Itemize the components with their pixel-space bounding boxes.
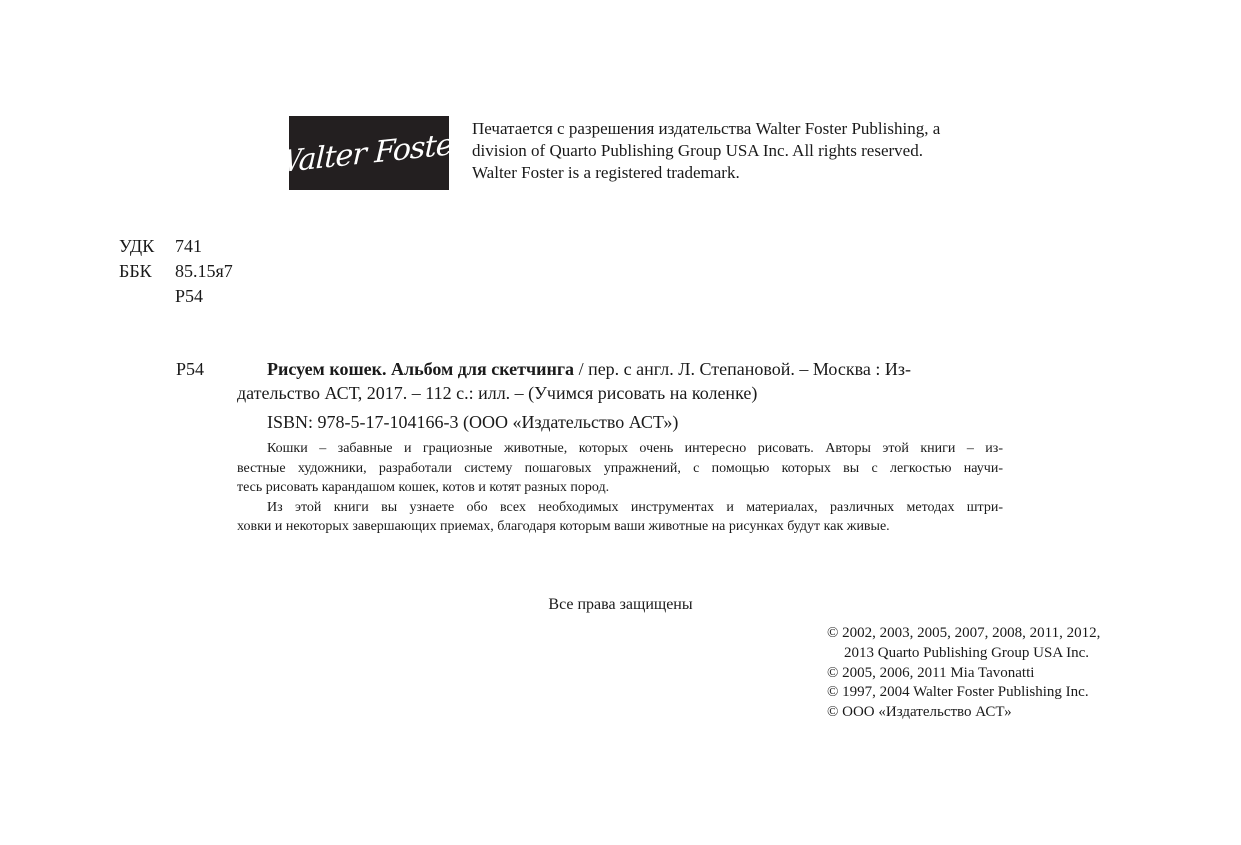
annotation-line: Кошки – забавные и грациозные животные, которых очень интересно рисовать. Авторы этой книги – из- (267, 441, 1003, 456)
copyright-line: © ООО «Издательство АСТ» (827, 704, 1012, 721)
annotation-line: Из этой книги вы узнаете обо всех необходимых инструментах и материалах, различных методах штри- (267, 499, 1003, 515)
copyright-list (827, 624, 1100, 723)
udk-value: 741 (175, 236, 202, 256)
annotation (237, 439, 1003, 537)
entry-line1-rest: / пер. с англ. Л. Степановой. – Москва : Из- (574, 359, 911, 379)
author-mark: Р54 (175, 286, 204, 306)
udk-label: УДК (119, 236, 155, 256)
entry-line-1 (267, 357, 911, 381)
all-rights-reserved: Все права защищены (548, 596, 693, 613)
permission-notice (472, 118, 1012, 184)
book-title: Рисуем кошек. Альбом для скетчинга (267, 359, 575, 379)
entry-line-2: дательство АСТ, 2017. – 112 с.: илл. – (Учимся рисовать на коленке) (237, 383, 758, 403)
permission-line: division of Quarto Publishing Group USA Inc. All rights reserved. (472, 141, 923, 160)
annotation-line: тесь рисовать карандашом кошек, котов и котят разных пород. (237, 480, 610, 495)
copyright-line: 2013 Quarto Publishing Group USA Inc. (844, 644, 1089, 661)
copyright-line: © 1997, 2004 Walter Foster Publishing Inc. (827, 684, 1089, 701)
copyright-line: © 2005, 2006, 2011 Mia Tavonatti (827, 664, 1035, 681)
entry-code: Р54 (176, 359, 205, 379)
logo-text: Walter Foster (270, 125, 468, 181)
permission-line: Печатается с разрешения издательства Walter Foster Publishing, a (472, 119, 941, 138)
annotation-line: ховки и некоторых завершающих приемах, благодаря которым ваши животные на рисунках будут как живые. (237, 519, 890, 534)
permission-line: Walter Foster is a registered trademark. (472, 163, 740, 182)
bbk-label: ББК (119, 261, 152, 281)
copyright-line: © 2002, 2003, 2005, 2007, 2008, 2011, 2012, (827, 625, 1101, 641)
bbk-value: 85.15я7 (175, 261, 233, 281)
annotation-line: вестные художники, разработали систему пошаговых упражнений, с помощью которых вы с легкостью научи- (237, 460, 1003, 476)
walter-foster-logo (270, 116, 468, 190)
classification-codes (119, 234, 233, 309)
isbn: ISBN: 978-5-17-104166-3 (ООО «Издательство АСТ») (267, 412, 679, 432)
